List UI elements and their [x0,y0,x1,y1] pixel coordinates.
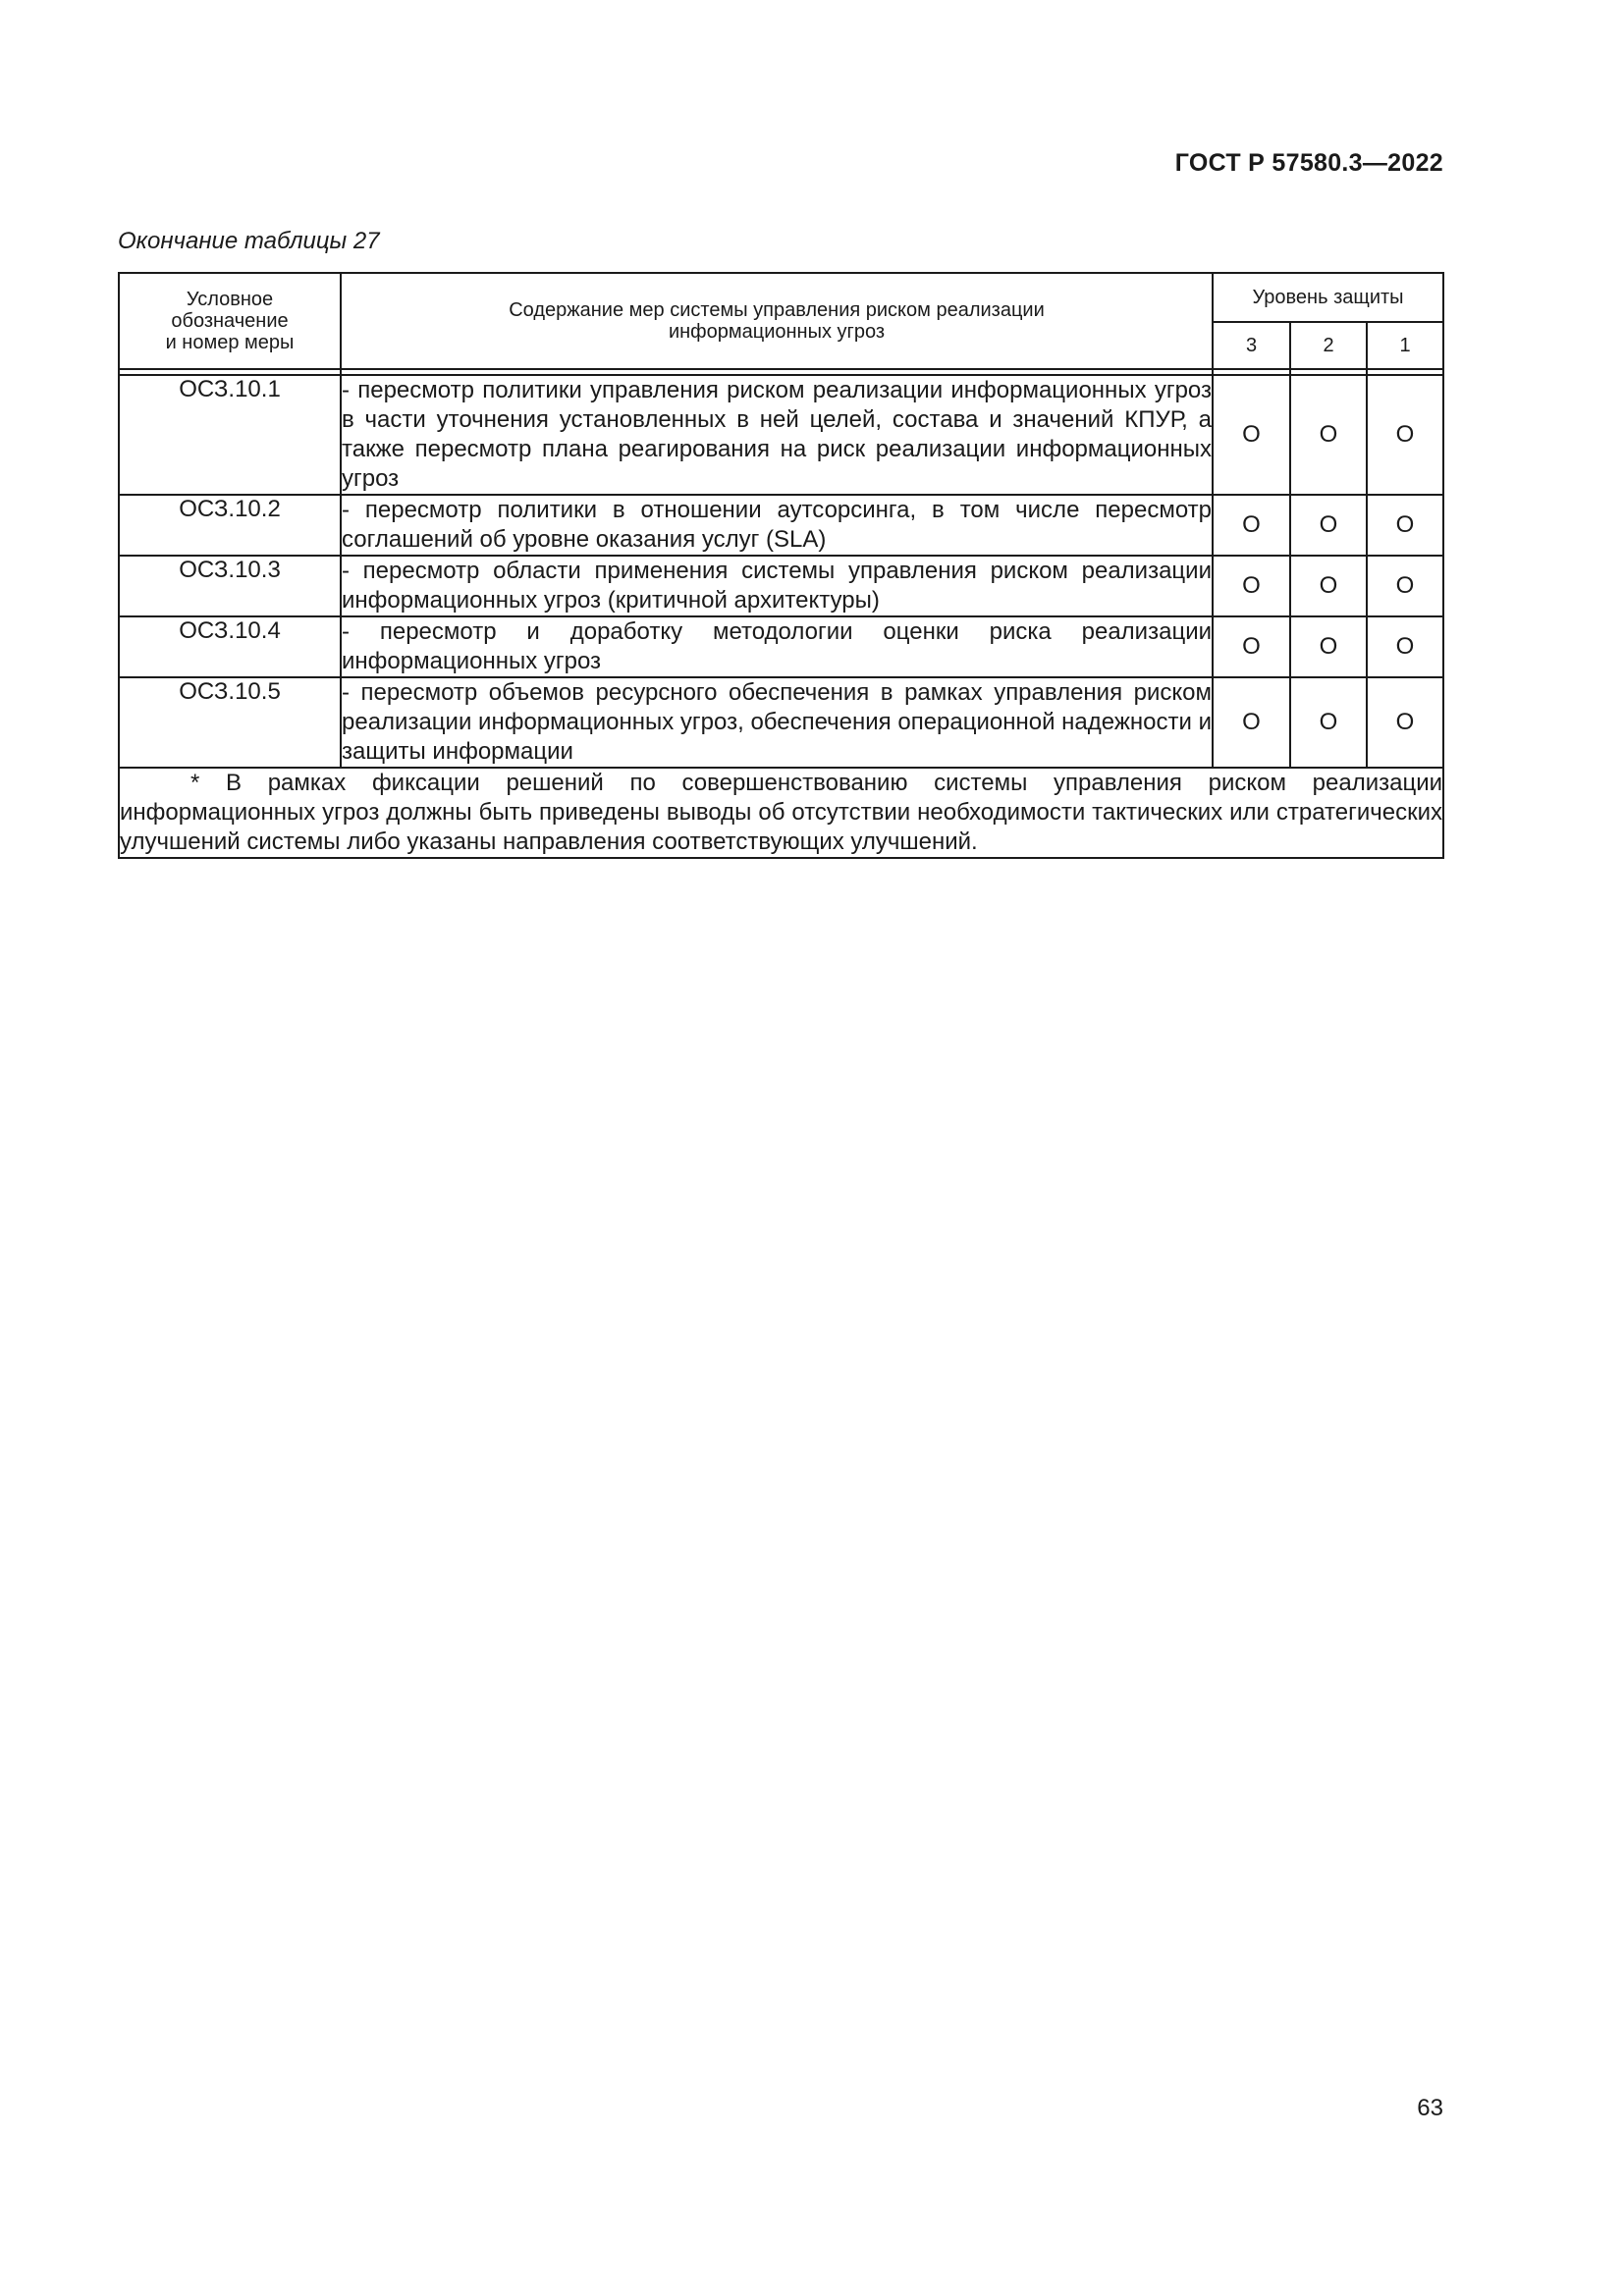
column-header-content [341,273,1213,369]
level-3-mark: О [1213,556,1290,616]
level-1-mark: О [1367,375,1443,495]
measure-content: - пересмотр области применения системы управления риском реализации информационных угроз (критичной архитектуры) [341,556,1213,616]
measure-content: - пересмотр политики управления риском реализации информационных угроз в части уточнения установленных в ней целей, состава и значений КПУР, а также пересмотр плана реагирования на риск реализации информационных угроз [341,375,1213,495]
measure-content: - пересмотр политики в отношении аутсорсинга, в том числе пересмотр соглашений об уровне оказания услуг (SLA) [341,495,1213,556]
column-header-content-line-1: Содержание мер системы управления риском реализации [509,299,1045,321]
level-1-mark: О [1367,616,1443,677]
measure-code: ОСЗ.10.1 [119,375,341,495]
level-3-mark: О [1213,677,1290,768]
level-1-mark: О [1367,556,1443,616]
level-2-mark: О [1290,677,1367,768]
footnote-text: * В рамках фиксации решений по совершенствованию системы управления риском реализации информационных угроз должны быть приведены выводы об отсутствии необходимости тактических или стратегических улучшений системы либо указаны направления соответствующих улучшений. [120,770,1443,855]
level-header-2: 2 [1290,322,1367,369]
level-header-3: 3 [1213,322,1290,369]
measure-content: - пересмотр объемов ресурсного обеспечения в рамках управления риском реализации информационных угроз, обеспечения операционной надежности и защиты информации [341,677,1213,768]
table-row [119,375,1443,495]
column-header-protection-level: Уровень защиты [1213,273,1443,322]
page-number: 63 [1417,2095,1443,2121]
level-3-mark: О [1213,495,1290,556]
table-footnote [119,768,1443,858]
measure-content: - пересмотр и доработку методологии оценки риска реализации информационных угроз [341,616,1213,677]
level-2-mark: О [1290,616,1367,677]
level-2-mark: О [1290,495,1367,556]
level-3-mark: О [1213,616,1290,677]
column-header-content-line-2: информационных угроз [668,321,886,343]
level-header-1: 1 [1367,322,1443,369]
column-header-code [119,273,341,369]
column-header-code-line-3: и номер меры [165,332,295,353]
level-1-mark: О [1367,677,1443,768]
level-1-mark: О [1367,495,1443,556]
standard-header: ГОСТ Р 57580.3—2022 [1174,149,1443,177]
measure-code: ОСЗ.10.5 [119,677,341,768]
level-3-mark: О [1213,375,1290,495]
table-caption: Окончание таблицы 27 [118,228,380,254]
table-row [119,495,1443,556]
table-row [119,556,1443,616]
measure-code: ОСЗ.10.4 [119,616,341,677]
footnote-row [119,768,1443,858]
table-header-row [119,273,1443,322]
table-row [119,616,1443,677]
measure-code: ОСЗ.10.2 [119,495,341,556]
measures-table [118,272,1444,859]
level-2-mark: О [1290,556,1367,616]
measure-code: ОСЗ.10.3 [119,556,341,616]
column-header-code-line-1: Условное [186,289,274,310]
level-2-mark: О [1290,375,1367,495]
table-row [119,677,1443,768]
column-header-code-line-2: обозначение [171,310,289,332]
